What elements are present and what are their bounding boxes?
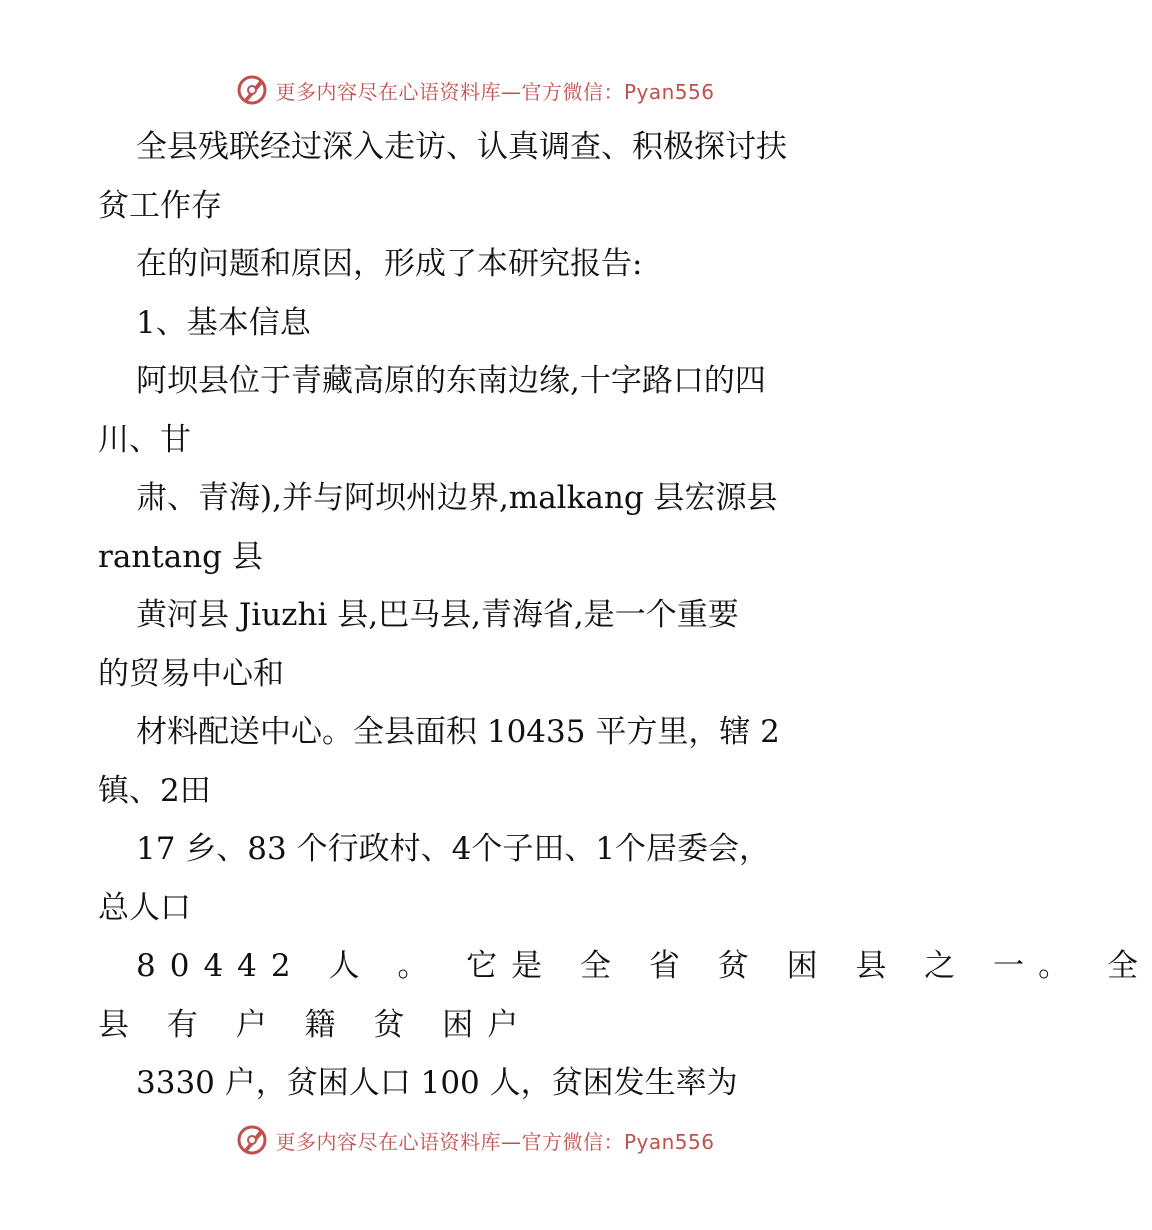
- text-line: 在的问题和原因，形成了本研究报告:: [136, 246, 643, 282]
- text-line: 肃、青海),并与阿坝州边界,malkang 县宏源县: [136, 480, 778, 516]
- footer-watermark: [0, 1120, 950, 1160]
- text-line: 总人口: [98, 889, 191, 926]
- pen-seal-icon: [235, 73, 269, 107]
- text-line: rantang 县: [98, 538, 263, 575]
- text-line: 镇、2田: [98, 772, 211, 809]
- header-watermark: [0, 70, 950, 110]
- text-line: 3330 户，贫困人口 100 人，贫困发生率为: [136, 1065, 738, 1101]
- text-line: 川、甘: [98, 421, 191, 458]
- text-line: 的贸易中心和: [98, 655, 284, 692]
- text-line: 17 乡、83 个行政村、4个子田、1个居委会，: [136, 831, 771, 867]
- text-line: 黄河县 Jiuzhi 县,巴马县,青海省,是一个重要: [136, 597, 739, 633]
- text-line: 阿坝县位于青藏高原的东南边缘,十字路口的四: [136, 363, 766, 399]
- text-line: 1、基本信息: [136, 304, 311, 341]
- document-body: [98, 118, 1152, 1113]
- text-line: 全县残联经过深入走访、认真调查、积极探讨扶: [136, 129, 787, 165]
- text-line: 贫工作存: [98, 187, 222, 224]
- pen-seal-icon: [235, 1123, 269, 1157]
- footer-watermark-text: 更多内容尽在心语资料库—官方微信：Pyan556: [275, 1129, 715, 1154]
- header-watermark-text: 更多内容尽在心语资料库—官方微信：Pyan556: [275, 79, 715, 104]
- text-line: 县 有 户 籍 贫 困户: [98, 1006, 533, 1043]
- text-line: 80442 人 。 它是 全 省 贫 困 县 之 一。 全: [136, 948, 1152, 984]
- text-line: 材料配送中心。全县面积 10435 平方里，辖 2: [136, 714, 780, 750]
